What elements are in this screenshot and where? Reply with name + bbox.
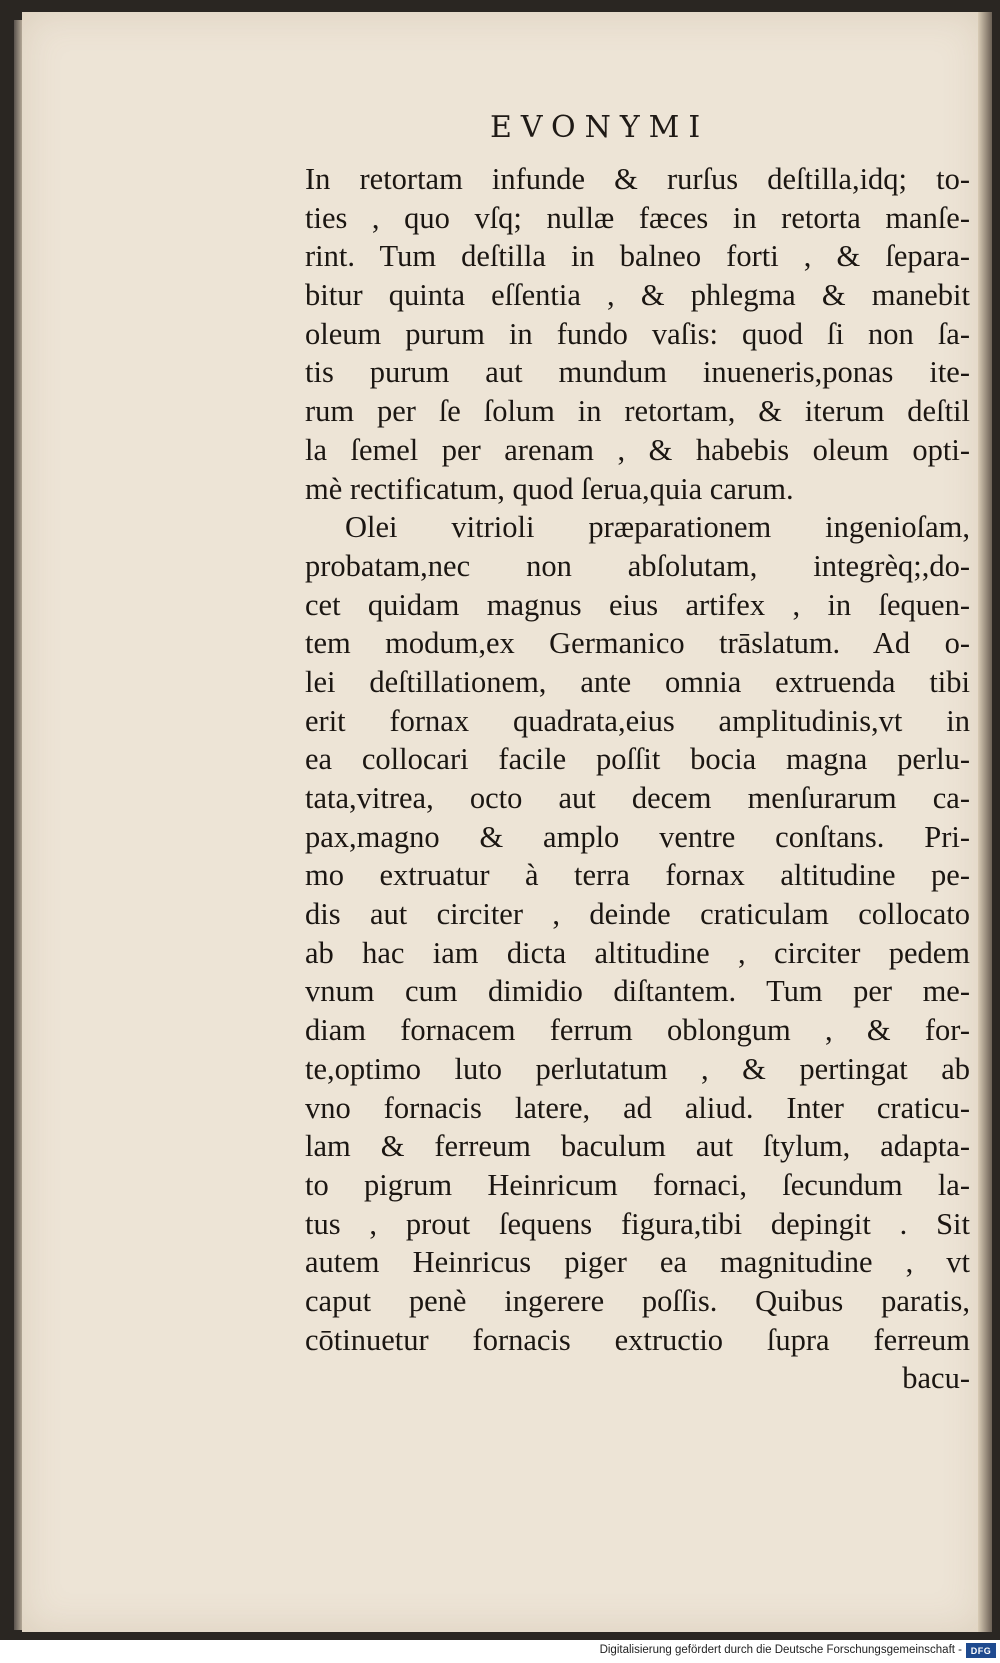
text-line: rum per ſe ſolum in retortam, & iterum deſtil — [305, 394, 970, 429]
text-line: autem Heinricus piger ea magnitudine , vt — [305, 1245, 970, 1280]
text-line: caput penè ingerere poſſis. Quibus paratis, — [305, 1283, 970, 1318]
text-line: vno fornacis latere, ad aliud. Inter craticu- — [305, 1090, 970, 1125]
text-line: la ſemel per arenam , & habebis oleum opti- — [305, 432, 970, 467]
text-line: cet quidam magnus eius artifex , in ſequen- — [305, 587, 970, 622]
text-line: tus , prout ſequens figura,tibi depingit . Sit — [305, 1206, 970, 1241]
text-line: tem modum,ex Germanico trāslatum. Ad o- — [305, 626, 970, 661]
text-line: tis purum aut mundum inueneris,ponas ite- — [305, 355, 970, 390]
text-line: probatam,nec non abſolutam, integrèq;,do- — [305, 548, 970, 583]
text-line: rint. Tum deſtilla in balneo forti , & ſepara- — [305, 239, 970, 274]
text-line: ab hac iam dicta altitudine , circiter pedem — [305, 935, 970, 970]
text-line: cōtinuetur fornacis extructio ſupra ferreum — [305, 1322, 970, 1357]
text-line: erit fornax quadrata,eius amplitudinis,vt in — [305, 703, 970, 738]
text-line: dis aut circiter , deinde craticulam collocato — [305, 897, 970, 932]
dfg-logo: DFG — [966, 1643, 996, 1658]
text-line: ties , quo vſq; nullæ fæces in retorta manſe- — [305, 200, 970, 235]
text-line: pax,magno & amplo ventre conſtans. Pri- — [305, 819, 970, 854]
catchword: bacu- — [902, 1361, 970, 1396]
running-head: EVONYMI — [490, 110, 710, 145]
text-line: ea collocari facile poſſit bocia magna perlu- — [305, 742, 970, 777]
footer-credit: Digitalisierung gefördert durch die Deutsche Forschungsgemeinschaft - — [599, 1644, 962, 1656]
text-line: te,optimo luto perlutatum , & pertingat ab — [305, 1051, 970, 1086]
text-line: mo extruatur à terra fornax altitudine pe- — [305, 858, 970, 893]
text-line: In retortam infunde & rurſus deſtilla,idq; to- — [305, 162, 970, 196]
text-line: bitur quinta eſſentia , & phlegma & manebit — [305, 278, 970, 313]
text-line: diam fornacem ferrum oblongum , & for- — [305, 1013, 970, 1048]
text-line: lei deſtillationem, ante omnia extruenda tibi — [305, 664, 970, 699]
page-fore-edge — [978, 12, 992, 1632]
footer-bar — [0, 1640, 1000, 1663]
text-line: tata,vitrea, octo aut decem menſurarum ca- — [305, 781, 970, 815]
paragraph-first-line: Olei vitrioli præparationem ingenioſam, — [345, 510, 970, 545]
text-line: vnum cum dimidio diſtantem. Tum per me- — [305, 974, 970, 1009]
text-line: lam & ferreum baculum aut ſtylum, adapta- — [305, 1129, 970, 1164]
text-line: to pigrum Heinricum fornaci, ſecundum la- — [305, 1167, 970, 1202]
text-line: oleum purum in fundo vaſis: quod ſi non ſa- — [305, 316, 970, 351]
text-line: mè rectificatum, quod ſerua,quia carum. — [305, 471, 794, 506]
body-text — [305, 160, 970, 1398]
